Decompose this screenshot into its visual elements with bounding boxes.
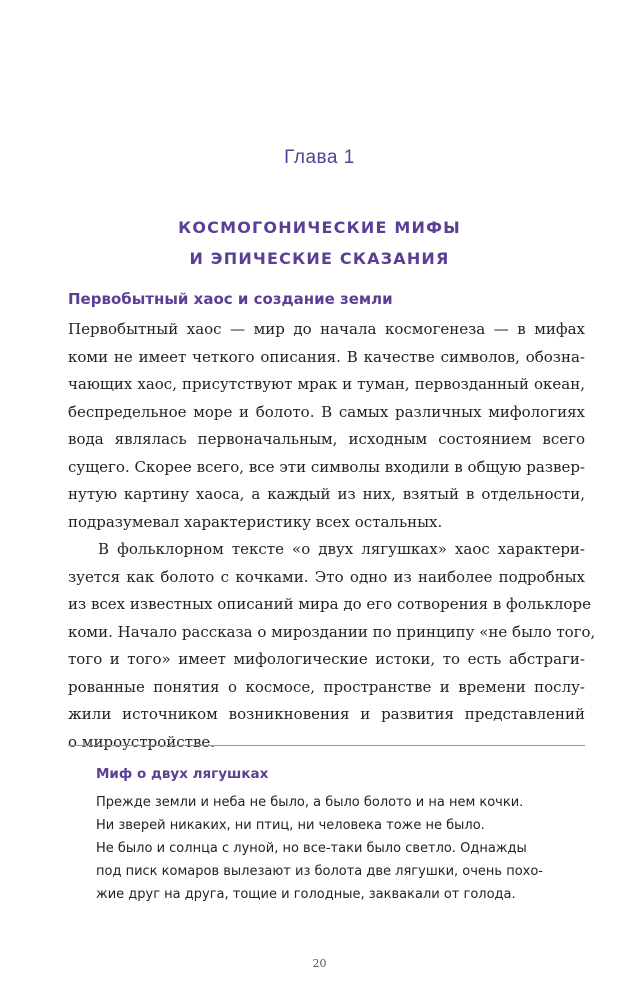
- paragraph1-line: нутую картину хаоса, а каждый из них, взятый в отдельности,: [68, 485, 585, 503]
- paragraph2-line: жили источником возникновения и развития представлений: [68, 705, 585, 723]
- section-divider: [68, 745, 585, 746]
- section-body: [68, 316, 596, 756]
- paragraph2-line: зуется как болото с кочками. Это одно из наиболее подробных: [68, 567, 585, 586]
- paragraph1-line: беспредельное море и болото. В самых различных мифологиях: [68, 402, 585, 421]
- chapter-title-line: КОСМОГОНИЧЕСКИЕ МИФЫ: [178, 218, 461, 237]
- page-number: 20: [312, 957, 327, 970]
- paragraph2-line: рованные понятия о космосе, пространстве и времени послу-: [68, 677, 585, 696]
- paragraph1-line: Первобытный хаос — мир до начала космогенеза — в мифах: [68, 320, 585, 338]
- myth-line: Не было и солнца с луной, но все-таки было светло. Однажды: [96, 841, 527, 856]
- chapter-title-line: И ЭПИЧЕСКИЕ СКАЗАНИЯ: [189, 249, 450, 268]
- paragraph2-line: о мироустройстве.: [68, 732, 216, 751]
- myth-heading: Миф о двух лягушках: [96, 766, 269, 782]
- myth-line: под писк комаров вылезают из болота две лягушки, очень похо-: [96, 864, 544, 879]
- myth-line: Прежде земли и неба не было, а было болото и на нем кочки.: [96, 795, 524, 810]
- paragraph1-line: подразумевал характеристику всех остальных.: [68, 512, 443, 531]
- paragraph1-line: чающих хаос, присутствуют мрак и туман, первозданный океан,: [68, 375, 585, 393]
- paragraph1-line: сущего. Скорее всего, все эти символы входили в общую развер-: [68, 457, 585, 476]
- paragraph2-line: того и того» имеет мифологические истоки, то есть абстраги-: [68, 650, 585, 668]
- myth-line: Ни зверей никаких, ни птиц, ни человека тоже не было.: [96, 818, 485, 833]
- chapter-title: [0, 212, 639, 274]
- myth-line: жие друг на друга, тощие и голодные, заквакали от голода.: [96, 887, 516, 902]
- section-heading: Первобытный хаос и создание земли: [68, 290, 393, 308]
- paragraph1-line: вода являлась первоначальным, исходным состоянием всего: [68, 430, 585, 448]
- myth-text: [96, 791, 543, 906]
- paragraph2-line: В фольклорном тексте «о двух лягушках» хаос характери-: [98, 540, 585, 558]
- paragraph1-line: коми не имеет четкого описания. В качестве символов, обозна-: [68, 347, 585, 366]
- paragraph2-line: коми. Начало рассказа о мироздании по принципу «не было того,: [68, 622, 596, 641]
- paragraph2-line: из всех известных описаний мира до его сотворения в фольклоре: [68, 595, 591, 613]
- chapter-label: Глава 1: [284, 147, 355, 168]
